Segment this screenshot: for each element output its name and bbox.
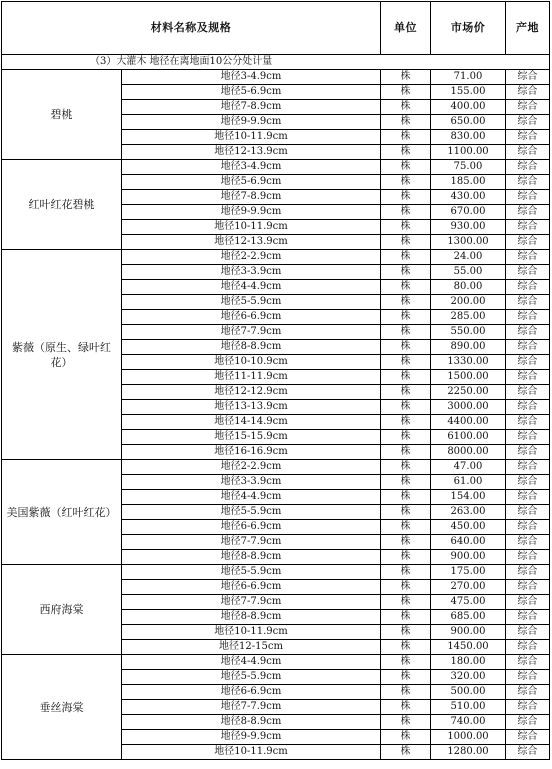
spec-cell: 地径5-5.9cm (122, 565, 381, 580)
spec-cell: 地径3-3.9cm (122, 265, 381, 280)
origin-cell: 综合 (506, 340, 550, 355)
origin-cell: 综合 (506, 175, 550, 190)
origin-cell: 综合 (506, 115, 550, 130)
price-cell: 55.00 (431, 265, 506, 280)
price-cell: 900.00 (431, 550, 506, 565)
price-cell: 400.00 (431, 100, 506, 115)
plant-name: 美国紫薇（红叶红花） (2, 460, 122, 565)
spec-cell: 地径6-6.9cm (122, 520, 381, 535)
origin-cell: 综合 (506, 265, 550, 280)
origin-cell: 综合 (506, 715, 550, 730)
origin-cell: 综合 (506, 100, 550, 115)
price-cell: 450.00 (431, 520, 506, 535)
unit-cell: 株 (381, 715, 431, 730)
spec-cell: 地径16-16.9cm (122, 445, 381, 460)
plant-name: 红叶红花碧桃 (2, 160, 122, 250)
header-price: 市场价 (431, 2, 506, 55)
price-cell: 1330.00 (431, 355, 506, 370)
spec-cell: 地径7-8.9cm (122, 100, 381, 115)
spec-cell: 地径8-8.9cm (122, 340, 381, 355)
spec-cell: 地径4-4.9cm (122, 280, 381, 295)
spec-cell: 地径9-9.9cm (122, 205, 381, 220)
price-cell: 320.00 (431, 670, 506, 685)
price-cell: 670.00 (431, 205, 506, 220)
price-cell: 1280.00 (431, 745, 506, 760)
spec-cell: 地径5-6.9cm (122, 85, 381, 100)
origin-cell: 综合 (506, 445, 550, 460)
unit-cell: 株 (381, 610, 431, 625)
unit-cell: 株 (381, 130, 431, 145)
origin-cell: 综合 (506, 355, 550, 370)
price-cell: 1100.00 (431, 145, 506, 160)
header-row (2, 2, 550, 55)
spec-cell: 地径2-2.9cm (122, 250, 381, 265)
spec-cell: 地径10-11.9cm (122, 745, 381, 760)
unit-cell: 株 (381, 325, 431, 340)
origin-cell: 综合 (506, 70, 550, 85)
origin-cell: 综合 (506, 205, 550, 220)
table-row (2, 655, 550, 670)
spec-cell: 地径14-14.9cm (122, 415, 381, 430)
spec-cell: 地径6-6.9cm (122, 580, 381, 595)
unit-cell: 株 (381, 580, 431, 595)
spec-cell: 地径2-2.9cm (122, 460, 381, 475)
spec-cell: 地径10-11.9cm (122, 220, 381, 235)
price-cell: 1500.00 (431, 370, 506, 385)
unit-cell: 株 (381, 175, 431, 190)
plant-name: 西府海棠 (2, 565, 122, 655)
spec-cell: 地径8-8.9cm (122, 610, 381, 625)
price-cell: 185.00 (431, 175, 506, 190)
spec-cell: 地径5-5.9cm (122, 505, 381, 520)
origin-cell: 综合 (506, 130, 550, 145)
unit-cell: 株 (381, 145, 431, 160)
spec-cell: 地径9-9.9cm (122, 115, 381, 130)
spec-cell: 地径12-15cm (122, 640, 381, 655)
spec-cell: 地径12-13.9cm (122, 145, 381, 160)
unit-cell: 株 (381, 160, 431, 175)
unit-cell: 株 (381, 370, 431, 385)
spec-cell: 地径3-4.9cm (122, 70, 381, 85)
table-body (2, 55, 550, 760)
origin-cell: 综合 (506, 160, 550, 175)
unit-cell: 株 (381, 730, 431, 745)
table-row (2, 250, 550, 265)
price-cell: 830.00 (431, 130, 506, 145)
unit-cell: 株 (381, 505, 431, 520)
price-cell: 900.00 (431, 625, 506, 640)
unit-cell: 株 (381, 280, 431, 295)
price-cell: 154.00 (431, 490, 506, 505)
header-unit: 单位 (381, 2, 431, 55)
origin-cell: 综合 (506, 190, 550, 205)
price-cell: 8000.00 (431, 445, 506, 460)
origin-cell: 综合 (506, 580, 550, 595)
unit-cell: 株 (381, 490, 431, 505)
spec-cell: 地径5-5.9cm (122, 670, 381, 685)
origin-cell: 综合 (506, 280, 550, 295)
price-cell: 4400.00 (431, 415, 506, 430)
unit-cell: 株 (381, 220, 431, 235)
unit-cell: 株 (381, 355, 431, 370)
table-row (2, 160, 550, 175)
price-cell: 930.00 (431, 220, 506, 235)
unit-cell: 株 (381, 100, 431, 115)
price-cell: 6100.00 (431, 430, 506, 445)
unit-cell: 株 (381, 385, 431, 400)
price-cell: 270.00 (431, 580, 506, 595)
origin-cell: 综合 (506, 535, 550, 550)
spec-cell: 地径9-9.9cm (122, 730, 381, 745)
spec-cell: 地径5-6.9cm (122, 175, 381, 190)
origin-cell: 综合 (506, 565, 550, 580)
price-cell: 61.00 (431, 475, 506, 490)
price-cell: 71.00 (431, 70, 506, 85)
spec-cell: 地径4-4.9cm (122, 655, 381, 670)
unit-cell: 株 (381, 265, 431, 280)
price-cell: 650.00 (431, 115, 506, 130)
price-cell: 890.00 (431, 340, 506, 355)
spec-cell: 地径4-4.9cm (122, 490, 381, 505)
spec-cell: 地径7-8.9cm (122, 190, 381, 205)
origin-cell: 综合 (506, 85, 550, 100)
spec-cell: 地径10-10.9cm (122, 355, 381, 370)
origin-cell: 综合 (506, 460, 550, 475)
spec-cell: 地径6-6.9cm (122, 685, 381, 700)
unit-cell: 株 (381, 670, 431, 685)
unit-cell: 株 (381, 475, 431, 490)
spec-cell: 地径3-4.9cm (122, 160, 381, 175)
price-cell: 285.00 (431, 310, 506, 325)
unit-cell: 株 (381, 250, 431, 265)
header-name: 材料名称及规格 (2, 2, 381, 55)
spec-cell: 地径12-12.9cm (122, 385, 381, 400)
price-cell: 740.00 (431, 715, 506, 730)
price-cell: 685.00 (431, 610, 506, 625)
spec-cell: 地径11-11.9cm (122, 370, 381, 385)
spec-cell: 地径10-11.9cm (122, 625, 381, 640)
spec-cell: 地径8-8.9cm (122, 715, 381, 730)
section-title: （3）大灌木 地径在离地面10公分处计量 (2, 55, 550, 70)
unit-cell: 株 (381, 205, 431, 220)
price-cell: 80.00 (431, 280, 506, 295)
origin-cell: 综合 (506, 295, 550, 310)
unit-cell: 株 (381, 745, 431, 760)
spec-cell: 地径15-15.9cm (122, 430, 381, 445)
spec-cell: 地径6-6.9cm (122, 310, 381, 325)
unit-cell: 株 (381, 685, 431, 700)
price-cell: 2250.00 (431, 385, 506, 400)
origin-cell: 综合 (506, 505, 550, 520)
unit-cell: 株 (381, 415, 431, 430)
unit-cell: 株 (381, 520, 431, 535)
price-cell: 3000.00 (431, 400, 506, 415)
origin-cell: 综合 (506, 220, 550, 235)
origin-cell: 综合 (506, 685, 550, 700)
unit-cell: 株 (381, 565, 431, 580)
spec-cell: 地径8-8.9cm (122, 550, 381, 565)
price-cell: 430.00 (431, 190, 506, 205)
spec-cell: 地径13-13.9cm (122, 400, 381, 415)
price-cell: 75.00 (431, 160, 506, 175)
price-cell: 263.00 (431, 505, 506, 520)
origin-cell: 综合 (506, 490, 550, 505)
unit-cell: 株 (381, 595, 431, 610)
spec-cell: 地径7-7.9cm (122, 325, 381, 340)
price-cell: 180.00 (431, 655, 506, 670)
unit-cell: 株 (381, 190, 431, 205)
unit-cell: 株 (381, 235, 431, 250)
origin-cell: 综合 (506, 655, 550, 670)
plant-name: 紫薇（原生、绿叶红花） (2, 250, 122, 460)
origin-cell: 综合 (506, 730, 550, 745)
table-row (2, 460, 550, 475)
spec-cell: 地径12-13.9cm (122, 235, 381, 250)
price-cell: 500.00 (431, 685, 506, 700)
origin-cell: 综合 (506, 145, 550, 160)
origin-cell: 综合 (506, 700, 550, 715)
origin-cell: 综合 (506, 625, 550, 640)
price-cell: 640.00 (431, 535, 506, 550)
origin-cell: 综合 (506, 310, 550, 325)
plant-name: 碧桃 (2, 70, 122, 160)
origin-cell: 综合 (506, 745, 550, 760)
origin-cell: 综合 (506, 550, 550, 565)
unit-cell: 株 (381, 535, 431, 550)
origin-cell: 综合 (506, 640, 550, 655)
origin-cell: 综合 (506, 250, 550, 265)
unit-cell: 株 (381, 115, 431, 130)
origin-cell: 综合 (506, 235, 550, 250)
unit-cell: 株 (381, 430, 431, 445)
origin-cell: 综合 (506, 400, 550, 415)
price-cell: 550.00 (431, 325, 506, 340)
origin-cell: 综合 (506, 475, 550, 490)
price-table (1, 1, 550, 760)
price-cell: 24.00 (431, 250, 506, 265)
spec-cell: 地径3-3.9cm (122, 475, 381, 490)
price-cell: 510.00 (431, 700, 506, 715)
price-cell: 155.00 (431, 85, 506, 100)
origin-cell: 综合 (506, 430, 550, 445)
spec-cell: 地径5-5.9cm (122, 295, 381, 310)
origin-cell: 综合 (506, 415, 550, 430)
price-cell: 475.00 (431, 595, 506, 610)
unit-cell: 株 (381, 655, 431, 670)
origin-cell: 综合 (506, 370, 550, 385)
unit-cell: 株 (381, 295, 431, 310)
unit-cell: 株 (381, 445, 431, 460)
origin-cell: 综合 (506, 595, 550, 610)
header-origin: 产地 (506, 2, 550, 55)
origin-cell: 综合 (506, 385, 550, 400)
unit-cell: 株 (381, 700, 431, 715)
origin-cell: 综合 (506, 670, 550, 685)
unit-cell: 株 (381, 625, 431, 640)
unit-cell: 株 (381, 340, 431, 355)
price-cell: 200.00 (431, 295, 506, 310)
price-cell: 1450.00 (431, 640, 506, 655)
origin-cell: 综合 (506, 520, 550, 535)
unit-cell: 株 (381, 550, 431, 565)
origin-cell: 综合 (506, 325, 550, 340)
unit-cell: 株 (381, 460, 431, 475)
unit-cell: 株 (381, 70, 431, 85)
unit-cell: 株 (381, 400, 431, 415)
spec-cell: 地径10-11.9cm (122, 130, 381, 145)
spec-cell: 地径7-7.9cm (122, 595, 381, 610)
unit-cell: 株 (381, 85, 431, 100)
table-row (2, 70, 550, 85)
spec-cell: 地径7-7.9cm (122, 700, 381, 715)
spec-cell: 地径7-7.9cm (122, 535, 381, 550)
price-cell: 47.00 (431, 460, 506, 475)
origin-cell: 综合 (506, 610, 550, 625)
unit-cell: 株 (381, 310, 431, 325)
table-row (2, 565, 550, 580)
section-row (2, 55, 550, 70)
price-cell: 1000.00 (431, 730, 506, 745)
price-cell: 1300.00 (431, 235, 506, 250)
price-cell: 175.00 (431, 565, 506, 580)
unit-cell: 株 (381, 640, 431, 655)
plant-name: 垂丝海棠 (2, 655, 122, 760)
